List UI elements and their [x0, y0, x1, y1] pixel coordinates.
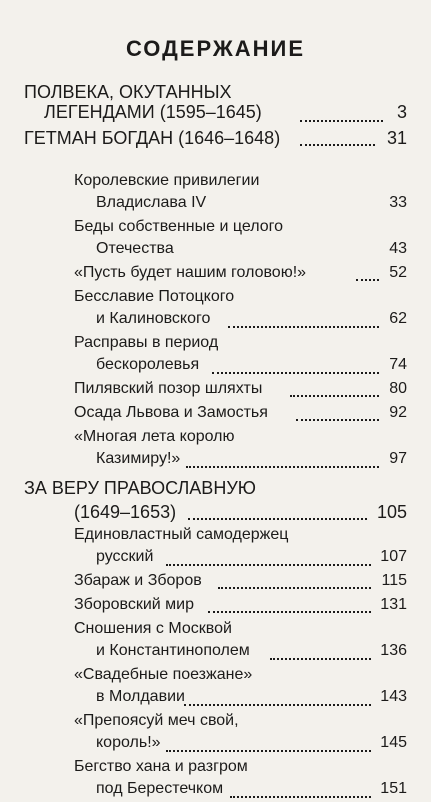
toc-entry-title: Бегство хана и разгром: [74, 758, 248, 775]
toc-entry-title: ГЕТМАН БОГДАН (1646–1648): [24, 128, 281, 148]
toc-entry-title-cont: (1649–1653): [74, 502, 177, 522]
toc-entry-title-cont: Владислава IV: [96, 194, 207, 211]
toc-entry-page: 74: [389, 356, 407, 373]
toc-leader: [296, 419, 379, 421]
toc-leader: [218, 587, 371, 589]
toc-entry-page: 115: [381, 572, 407, 589]
toc-entry-title-cont: и Константинополем: [96, 642, 250, 659]
toc-entry-page: 3: [396, 102, 407, 122]
toc-entry-title: Беды собственные и целого: [74, 218, 283, 235]
toc-entry[interactable]: [0, 286, 431, 332]
toc-entry-title-cont: под Берестечком: [96, 780, 224, 797]
toc-entry-page: 33: [389, 194, 407, 211]
toc-entry-title: Королевские привилегии: [74, 172, 260, 189]
toc-entry[interactable]: [0, 618, 431, 664]
toc-entry-title: «Пусть будет нашим головою!»: [74, 264, 307, 281]
toc-entry-title-cont: в Молдавии: [96, 688, 185, 705]
toc-entry-page: 80: [389, 380, 407, 397]
toc-entry-title-cont: ЛЕГЕНДАМИ (1595–1645): [44, 102, 262, 122]
toc-entry[interactable]: [0, 378, 431, 402]
toc-entry-title: «Свадебные поезжане»: [74, 666, 253, 683]
toc-entry-title: ЗА ВЕРУ ПРАВОСЛАВНУЮ: [24, 478, 256, 498]
toc-entry-title: Единовластный самодержец: [74, 526, 289, 543]
toc-entry[interactable]: [0, 426, 431, 472]
toc-entry-title: ПОЛВЕКА, ОКУТАННЫХ: [24, 82, 232, 102]
toc-entry[interactable]: [0, 756, 431, 802]
toc-entry-title: Расправы в период: [74, 334, 219, 351]
toc-entry-title: Осада Львова и Замостья: [74, 404, 268, 421]
toc-leader: [186, 466, 379, 468]
toc-entry-page: 43: [389, 240, 407, 257]
toc-entry[interactable]: [0, 262, 431, 286]
toc-leader: [300, 120, 383, 122]
toc-entry-page: 151: [380, 780, 407, 797]
toc-entry-page: 31: [386, 128, 407, 148]
toc-entry[interactable]: [0, 126, 431, 150]
toc-entry-page: 52: [389, 264, 407, 281]
toc-leader: [212, 372, 379, 374]
toc-leader: [208, 611, 371, 613]
toc-entry-title-cont: Отечества: [96, 240, 174, 257]
toc-entry-page: 136: [380, 642, 407, 659]
toc-entry[interactable]: [0, 170, 431, 216]
toc-entry[interactable]: [0, 332, 431, 378]
toc-leader: [300, 144, 375, 146]
toc-entry-title: «Многая лета королю: [74, 428, 235, 445]
toc-leader: [166, 750, 371, 752]
toc-entry[interactable]: [0, 594, 431, 618]
toc-entry[interactable]: [0, 476, 431, 524]
toc-entry-page: 143: [380, 688, 407, 705]
toc-entry-title-cont: русский: [96, 548, 154, 565]
toc-leader: [166, 564, 371, 566]
toc-entry-page: 62: [389, 310, 407, 327]
toc-entry-page: 92: [389, 404, 407, 421]
toc-entry-page: 131: [380, 596, 407, 613]
toc-entry-title-cont: король!»: [96, 734, 161, 751]
toc-entry-title: Збараж и Зборов: [74, 572, 202, 589]
page-title: СОДЕРЖАНИЕ: [125, 36, 306, 61]
toc-entry-title-cont: Казимиру!»: [96, 450, 181, 467]
toc-entry-title: Сношения с Москвой: [74, 620, 232, 637]
toc-entry-title: «Препоясуй меч свой,: [74, 712, 239, 729]
toc-entry-title-cont: и Калиновского: [96, 310, 211, 327]
toc-entry[interactable]: [0, 664, 431, 710]
toc-leader: [290, 395, 379, 397]
toc-leader: [228, 326, 379, 328]
toc-entry-title: Зборовский мир: [74, 596, 194, 613]
toc-leader: [270, 658, 371, 660]
toc-entry[interactable]: [0, 570, 431, 594]
toc-leader: [230, 796, 371, 798]
toc-leader: [188, 518, 367, 520]
toc-entry-page: 107: [380, 548, 407, 565]
toc-entry-page: 145: [380, 734, 407, 751]
toc-entry[interactable]: [0, 80, 431, 126]
toc-leader: [356, 279, 379, 281]
toc-entry-page: 105: [376, 502, 407, 522]
toc-entry-page: 97: [389, 450, 407, 467]
toc-leader: [184, 704, 371, 706]
toc-entry[interactable]: [0, 524, 431, 570]
toc-entry[interactable]: [0, 710, 431, 756]
toc-entry-title-cont: бескоролевья: [96, 356, 200, 373]
toc-entry-title: Бесславие Потоцкого: [74, 288, 235, 305]
toc-entry-title: Пилявский позор шляхты: [74, 380, 263, 397]
toc-entry[interactable]: [0, 402, 431, 426]
toc-entry[interactable]: [0, 216, 431, 262]
table-of-contents: [0, 80, 431, 802]
